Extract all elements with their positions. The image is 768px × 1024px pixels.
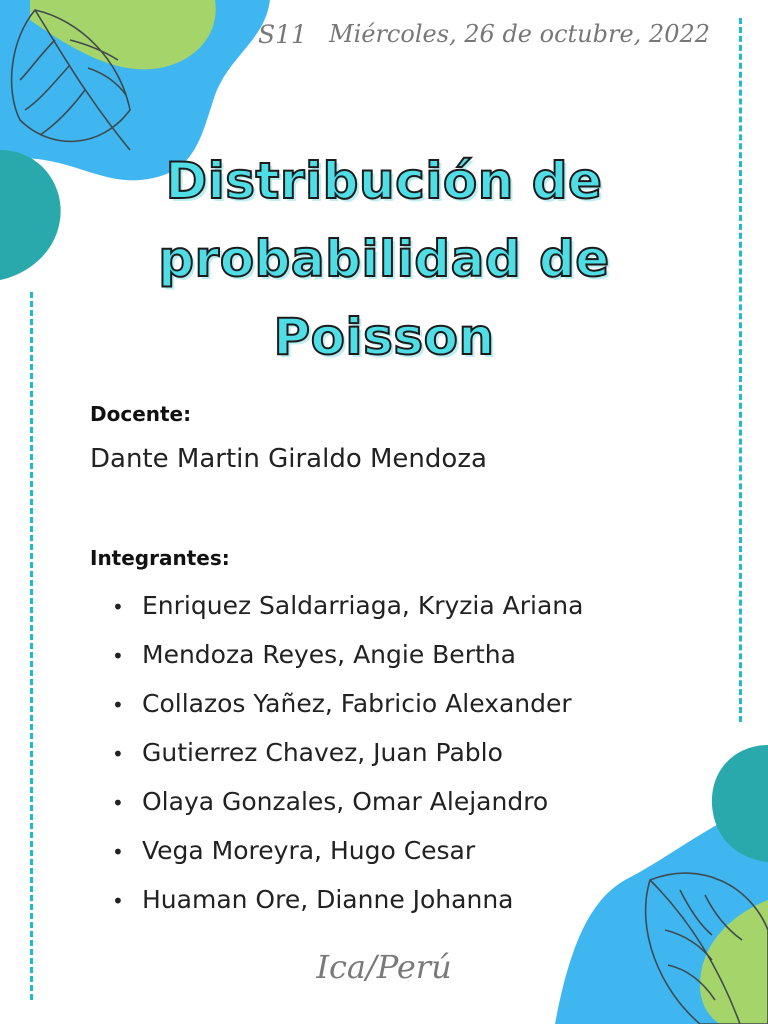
members-label: Integrantes:	[90, 546, 230, 570]
bullet-icon: •	[112, 840, 124, 864]
list-item	[112, 631, 583, 680]
list-item	[112, 582, 583, 631]
title-line-1: Distribución de	[165, 152, 603, 210]
bullet-icon: •	[112, 693, 124, 717]
list-item	[112, 778, 583, 827]
member-name: Collazos Yañez, Fabricio Alexander	[142, 689, 572, 718]
list-item	[112, 876, 583, 925]
teacher-name: Dante Martin Giraldo Mendoza	[90, 444, 487, 474]
member-name: Enriquez Saldarriaga, Kryzia Ariana	[142, 591, 584, 620]
bullet-icon: •	[112, 889, 124, 913]
list-item	[112, 827, 583, 876]
bullet-icon: •	[112, 595, 124, 619]
date-text: Miércoles, 26 de octubre, 2022	[329, 20, 710, 48]
page-title	[0, 142, 768, 376]
list-item	[112, 680, 583, 729]
member-name: Huaman Ore, Dianne Johanna	[142, 885, 514, 914]
bullet-icon: •	[112, 644, 124, 668]
session-code: S11	[258, 20, 307, 49]
bullet-icon: •	[112, 791, 124, 815]
location-footer: Ica/Perú	[316, 948, 452, 986]
list-item	[112, 729, 583, 778]
member-name: Mendoza Reyes, Angie Bertha	[142, 640, 516, 669]
member-name: Vega Moreyra, Hugo Cesar	[142, 836, 476, 865]
member-name: Olaya Gonzales, Omar Alejandro	[142, 787, 549, 816]
members-list	[112, 582, 583, 925]
member-name: Gutierrez Chavez, Juan Pablo	[142, 738, 503, 767]
title-line-2: probabilidad de	[158, 230, 610, 288]
title-line-3: Poisson	[273, 308, 495, 366]
teacher-label: Docente:	[90, 402, 192, 426]
left-dashed-border	[30, 292, 33, 1000]
bullet-icon: •	[112, 742, 124, 766]
